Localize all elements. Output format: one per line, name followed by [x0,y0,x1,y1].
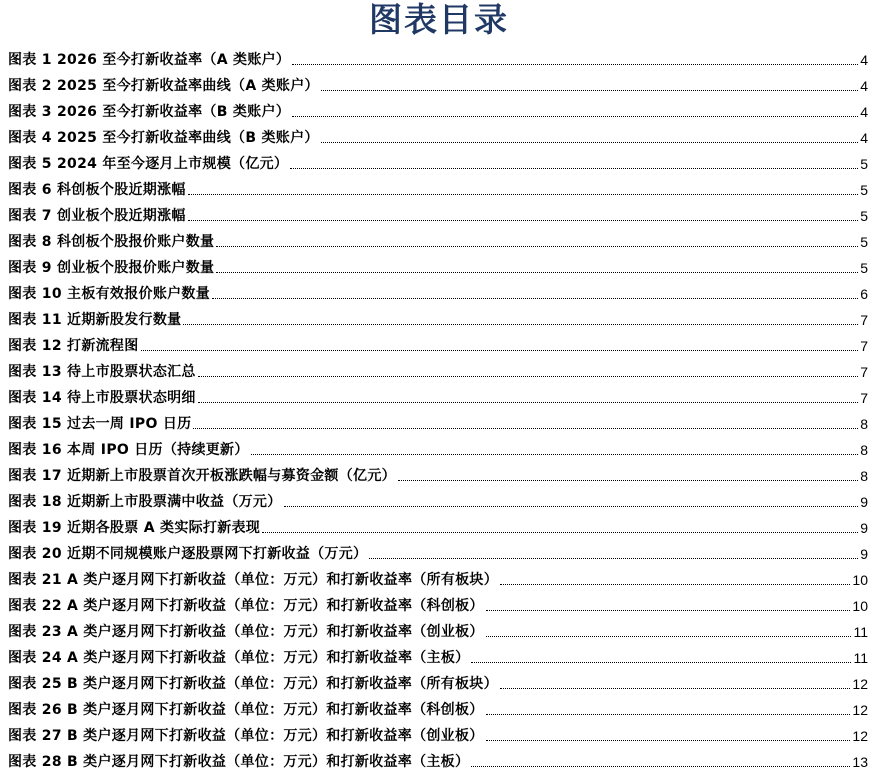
toc-entry-page-number: 5 [860,156,868,172]
dot-leader [321,89,858,91]
toc-entry-label: 图表 11 近期新股发行数量 [8,312,182,328]
dot-leader [500,687,851,689]
toc-entry-label: 图表 2 2025 至今打新收益率曲线（A 类账户） [8,78,319,94]
dot-leader [321,141,859,143]
dot-leader [471,765,850,767]
toc-entry-label: 图表 14 待上市股票状态明细 [8,390,196,406]
toc-entry-page-number: 8 [860,416,868,432]
toc-entry[interactable] [8,251,868,277]
toc-entry[interactable] [8,69,868,95]
toc-entry[interactable] [8,589,868,615]
dot-leader [471,661,851,663]
toc-entry[interactable] [8,173,868,199]
dot-leader [141,349,859,351]
toc-entry[interactable] [8,745,868,771]
dot-leader [292,63,858,65]
toc-entry-page-number: 7 [860,390,868,406]
toc-entry-label: 图表 22 A 类户逐月网下打新收益（单位：万元）和打新收益率（科创板） [8,598,484,614]
toc-entry-label: 图表 7 创业板个股近期涨幅 [8,208,186,224]
toc-entry-label: 图表 26 B 类户逐月网下打新收益（单位：万元）和打新收益率（科创板） [8,702,484,718]
toc-entry-page-number: 10 [852,572,868,588]
dot-leader [284,505,859,507]
toc-entry-label: 图表 27 B 类户逐月网下打新收益（单位：万元）和打新收益率（创业板） [8,728,484,744]
toc-entry-page-number: 4 [860,52,868,68]
toc-entry-label: 图表 15 过去一周 IPO 日历 [8,416,192,432]
toc-entry[interactable] [8,667,868,693]
dot-leader [500,583,850,585]
toc-entry[interactable] [8,511,868,537]
toc-entry-label: 图表 1 2026 至今打新收益率（A 类账户） [8,52,291,68]
toc-entry[interactable] [8,459,868,485]
toc-entry-page-number: 12 [852,676,868,692]
toc-entry-label: 图表 20 近期不同规模账户逐股票网下打新收益（万元） [8,546,368,562]
dot-leader [212,297,858,299]
toc-entry-page-number: 6 [860,286,868,302]
toc-entry-label: 图表 23 A 类户逐月网下打新收益（单位：万元）和打新收益率（创业板） [8,624,484,640]
dot-leader [398,479,858,481]
toc-entry-label: 图表 21 A 类户逐月网下打新收益（单位：万元）和打新收益率（所有板块） [8,572,499,588]
toc-entry[interactable] [8,563,868,589]
dot-leader [183,323,858,325]
toc-entry-label: 图表 6 科创板个股近期涨幅 [8,182,186,198]
toc-entry-label: 图表 13 待上市股票状态汇总 [8,364,196,380]
toc-entry-page-number: 12 [852,702,868,718]
toc-entry[interactable] [8,719,868,745]
toc-entry-page-number: 7 [860,364,868,380]
toc-entry-page-number: 5 [860,182,868,198]
toc-entry-page-number: 4 [860,104,868,120]
dot-leader [188,219,859,221]
toc-entry-page-number: 4 [860,78,868,94]
dot-leader [290,167,858,169]
table-of-figures [8,43,868,771]
toc-entry[interactable] [8,277,868,303]
toc-entry[interactable] [8,381,868,407]
toc-entry[interactable] [8,355,868,381]
dot-leader [262,531,858,533]
toc-entry[interactable] [8,95,868,121]
toc-entry[interactable] [8,433,868,459]
toc-entry-page-number: 7 [860,312,868,328]
toc-entry-label: 图表 28 B 类户逐月网下打新收益（单位：万元）和打新收益率（主板） [8,754,470,770]
toc-entry-page-number: 5 [860,208,868,224]
toc-entry-label: 图表 25 B 类户逐月网下打新收益（单位：万元）和打新收益率（所有板块） [8,676,498,692]
toc-entry-page-number: 9 [860,520,868,536]
toc-entry-label: 图表 3 2026 至今打新收益率（B 类账户） [8,104,291,120]
toc-entry-label: 图表 8 科创板个股报价账户数量 [8,234,215,250]
dot-leader [292,115,858,117]
toc-entry[interactable] [8,199,868,225]
dot-leader [193,427,858,429]
dot-leader [486,713,851,715]
toc-entry-page-number: 5 [860,260,868,276]
dot-leader [486,609,851,611]
dot-leader [486,739,851,741]
dot-leader [216,271,858,273]
dot-leader [486,635,852,637]
toc-entry-page-number: 9 [860,494,868,510]
toc-entry[interactable] [8,303,868,329]
toc-entry-page-number: 10 [852,598,868,614]
dot-leader [216,245,858,247]
toc-entry-label: 图表 18 近期新上市股票满中收益（万元） [8,494,282,510]
dot-leader [198,375,858,377]
toc-entry-label: 图表 9 创业板个股报价账户数量 [8,260,215,276]
toc-entry-label: 图表 12 打新流程图 [8,338,139,354]
toc-entry-page-number: 11 [853,624,868,640]
toc-entry-page-number: 11 [853,650,868,666]
toc-entry-page-number: 13 [852,754,868,770]
toc-entry[interactable] [8,485,868,511]
toc-entry-label: 图表 5 2024 年至今逐月上市规模（亿元） [8,156,289,172]
toc-entry-label: 图表 10 主板有效报价账户数量 [8,286,211,302]
toc-entry-label: 图表 4 2025 至今打新收益率曲线（B 类账户） [8,130,319,146]
toc-entry[interactable] [8,121,868,147]
toc-entry-label: 图表 24 A 类户逐月网下打新收益（单位：万元）和打新收益率（主板） [8,650,470,666]
toc-entry-page-number: 5 [860,234,868,250]
toc-entry-label: 图表 17 近期新上市股票首次开板涨跌幅与募资金额（亿元） [8,468,396,484]
toc-entry[interactable] [8,641,868,667]
dot-leader [198,401,858,403]
page-title: 图表目录 [369,0,509,39]
toc-entry-page-number: 9 [860,546,868,562]
dot-leader [369,557,858,559]
toc-entry[interactable] [8,615,868,641]
toc-entry-label: 图表 19 近期各股票 A 类实际打新表现 [8,520,261,536]
toc-entry[interactable] [8,225,868,251]
toc-entry-page-number: 8 [860,442,868,458]
dot-leader [188,193,859,195]
toc-entry-page-number: 12 [852,728,868,744]
toc-entry[interactable] [8,693,868,719]
toc-entry[interactable] [8,147,868,173]
toc-entry[interactable] [8,43,868,69]
toc-entry[interactable] [8,537,868,563]
toc-entry-page-number: 8 [860,468,868,484]
toc-entry-page-number: 7 [860,338,868,354]
toc-entry-page-number: 4 [860,130,868,146]
dot-leader [251,453,859,455]
toc-entry[interactable] [8,329,868,355]
toc-entry-label: 图表 16 本周 IPO 日历（持续更新） [8,442,249,458]
toc-entry[interactable] [8,407,868,433]
